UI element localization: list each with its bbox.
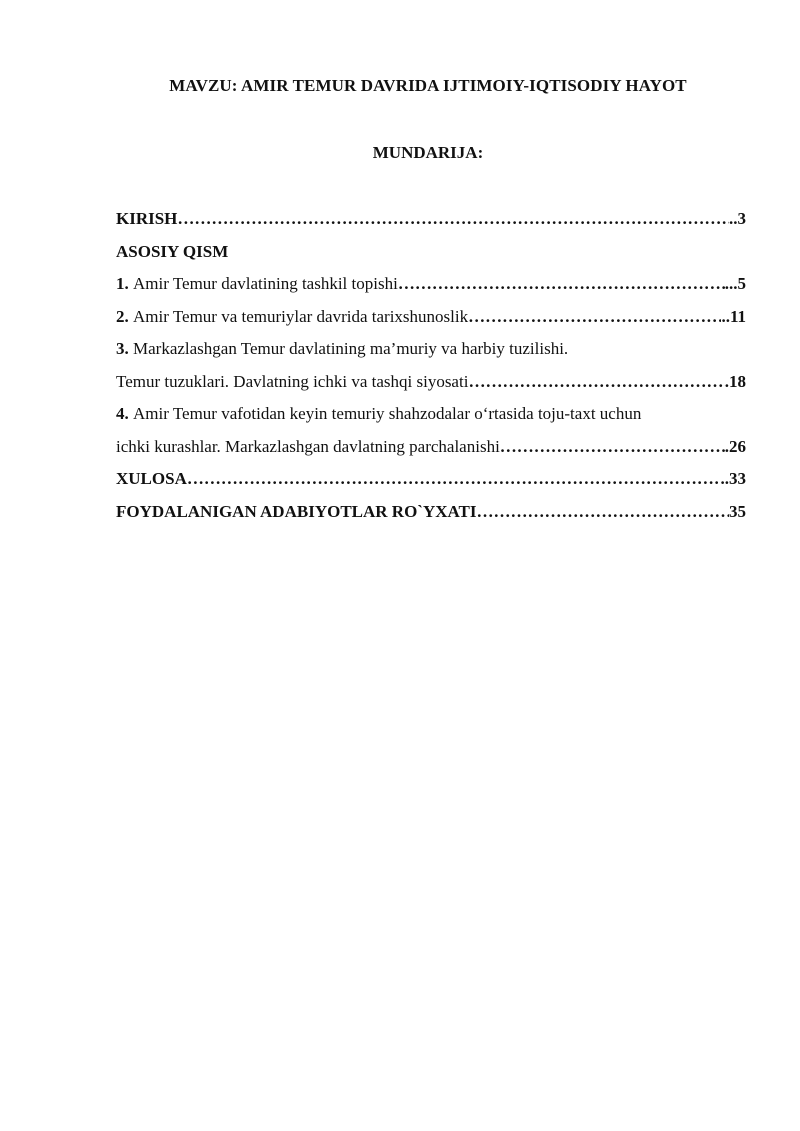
toc-item-text: Temur tuzuklari. Davlatning ichki va tashqi siyosati: [116, 371, 469, 391]
toc-entry-4-line2[interactable]: [116, 433, 746, 466]
toc-item-page: .26: [724, 436, 746, 456]
toc-item-text: Amir Temur va temuriylar davrida tarixshunoslik: [133, 306, 469, 326]
toc-entry-1[interactable]: [116, 270, 746, 303]
contents-heading: MUNDARIJA:: [372, 143, 484, 162]
toc-item-page: ...5: [724, 274, 746, 293]
toc-item-number: 3.: [116, 339, 129, 358]
toc-item-page: ..11: [721, 306, 746, 326]
document-title: MAVZU: AMIR TEMUR DAVRIDA IJTIMOIY-IQTISODIY HAYOT: [169, 76, 687, 95]
toc-intro-label: KIRISH: [116, 209, 178, 228]
table-of-contents: [116, 205, 746, 530]
toc-main-heading-label: ASOSIY QISM: [116, 241, 229, 261]
toc-entry-3-line1[interactable]: [116, 335, 746, 368]
toc-entry-4-line1[interactable]: [116, 400, 746, 433]
toc-leader: [477, 498, 730, 526]
toc-item-number: 1.: [116, 274, 129, 293]
toc-main-heading: [116, 238, 746, 271]
toc-item-text: Amir Temur davlatining tashkil topishi: [133, 274, 398, 293]
toc-item-number: 4.: [116, 404, 129, 423]
toc-leader: [500, 433, 725, 461]
toc-conclusion-page: ..33: [720, 469, 746, 488]
toc-entry-intro[interactable]: [116, 205, 746, 238]
toc-leader: [177, 205, 729, 233]
toc-item-page: .18: [724, 371, 746, 391]
toc-entry-2[interactable]: [116, 303, 746, 336]
toc-entry-conclusion[interactable]: [116, 465, 746, 498]
toc-entry-3-line2[interactable]: [116, 368, 746, 401]
toc-intro-page: ..3: [729, 209, 746, 228]
toc-references-page: 35: [729, 501, 746, 521]
toc-conclusion-label: XULOSA: [116, 469, 187, 488]
toc-item-text: Markazlashgan Temur davlatining ma’muriy va harbiy tuzilishi.: [133, 339, 569, 358]
toc-references-label: FOYDALANIGAN ADABIYOTLAR RO`YXATI: [116, 501, 477, 521]
toc-leader: [187, 465, 721, 493]
toc-leader: [398, 270, 725, 298]
toc-leader: [468, 303, 721, 331]
toc-item-number: 2.: [116, 306, 129, 326]
toc-item-text: ichki kurashlar. Markazlashgan davlatning parchalanishi: [116, 436, 500, 456]
toc-leader: [468, 368, 724, 396]
toc-item-text: Amir Temur vafotidan keyin temuriy shahzodalar o‘rtasida toju-taxt uchun: [133, 404, 642, 423]
toc-entry-references[interactable]: [116, 498, 746, 531]
